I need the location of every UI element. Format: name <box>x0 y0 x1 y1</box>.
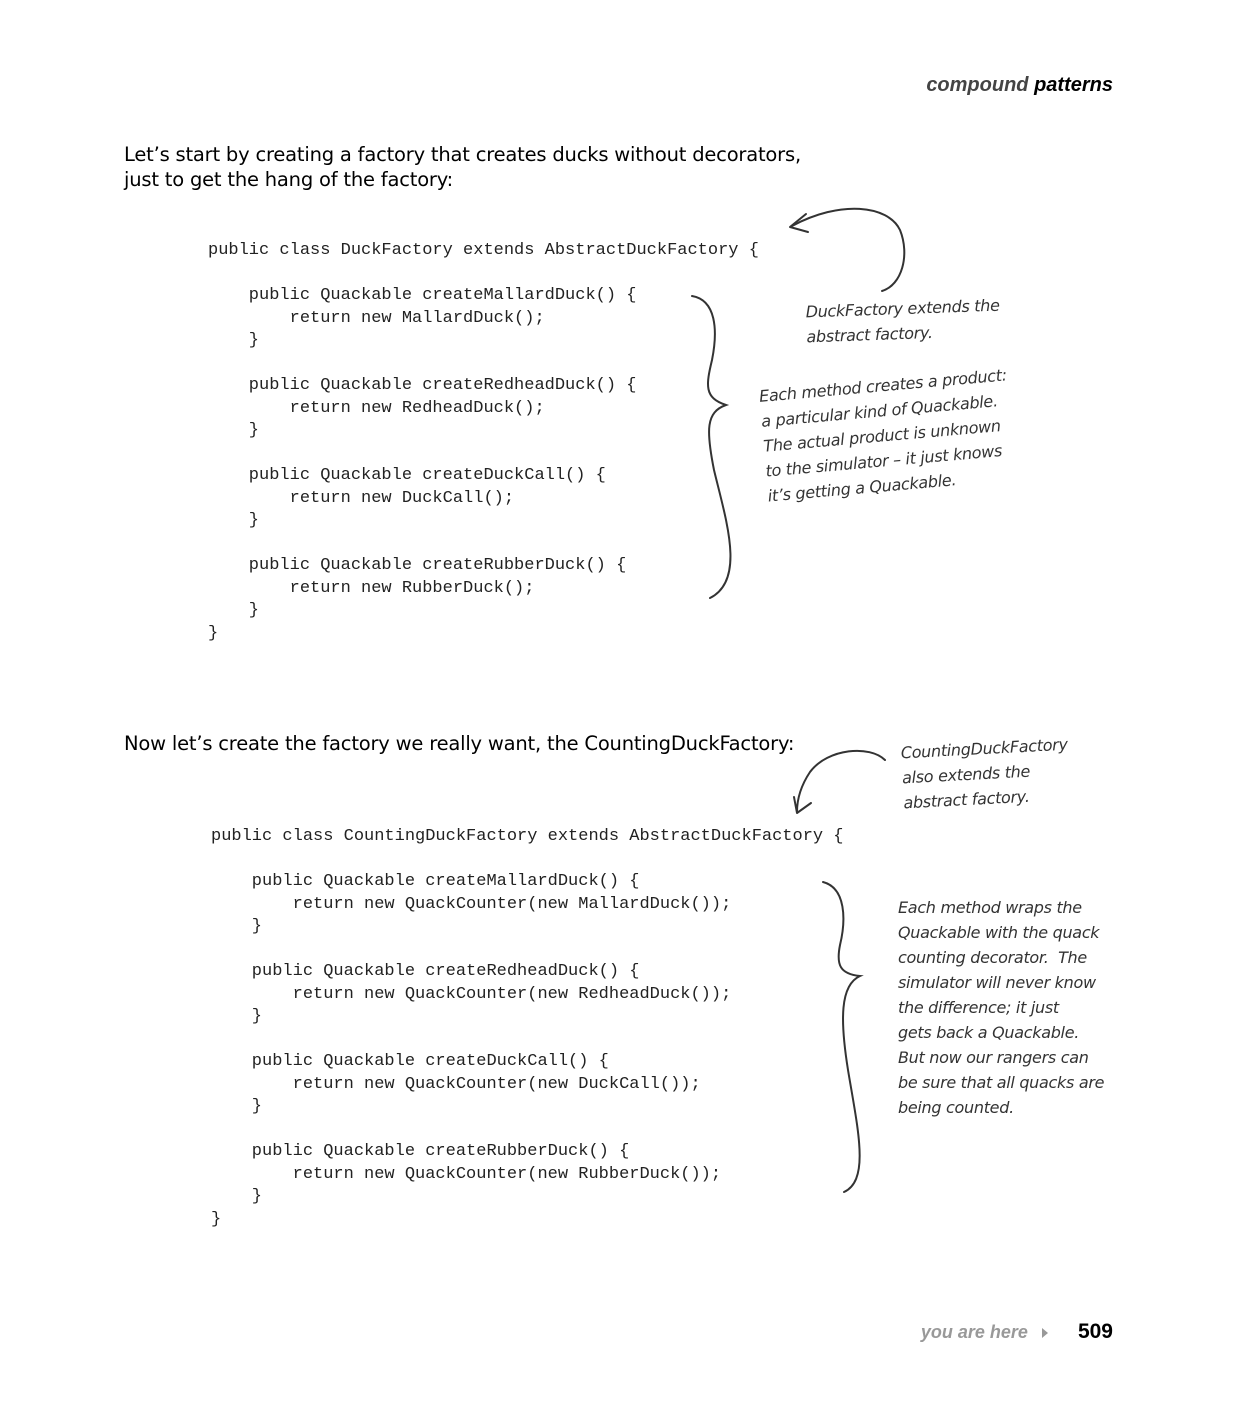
curved-arrow-icon <box>797 751 885 812</box>
arrowhead-icon <box>794 797 811 813</box>
intro-counting-duck-factory: Now let’s create the factory we really want, the CountingDuckFactory: <box>124 732 795 755</box>
triangle-right-icon <box>1042 1328 1048 1338</box>
page-number: 509 <box>1077 1320 1113 1343</box>
arrowhead-icon <box>790 214 808 232</box>
note-each-method-wraps: Each method wraps the Quackable with the quack counting decorator. The simulator will never know the difference; it just gets back a Quackable. But now our rangers can be sure that all quacks are being counted. <box>898 898 1105 1117</box>
note-duckfactory-extends: DuckFactory extends the abstract factory. <box>805 295 1000 347</box>
curved-arrow-icon <box>792 209 904 291</box>
intro-line-2: just to get the hang of the factory: <box>124 168 454 191</box>
note-each-method-creates: Each method creates a product: a particular kind of Quackable. The actual product is unknown to the simulator – it just knows it’s getting a Quackable. <box>758 365 1008 506</box>
header-word-patterns: patterns <box>1034 74 1113 96</box>
page-footer <box>921 1320 1113 1344</box>
note-countingduckfactory-extends: CountingDuckFactory also extends the abstract factory. <box>900 734 1069 813</box>
intro-line-1: Let’s start by creating a factory that creates ducks without decorators, <box>124 143 801 166</box>
you-are-here-label: you are here <box>920 1322 1028 1342</box>
code-counting-duck-factory: public class CountingDuckFactory extends AbstractDuckFactory { public Quackable createMallardDuck() { return new QuackCounter(new MallardDuck()); } public Quackable createRedheadDuck() { return new QuackCounter(new RedheadDuck()); } public Quackable createDuckCall() { return new QuackCounter(new DuckCall()); } public Quackable createRubberDuck() { return new QuackCounter(new RubberDuck()); } } <box>211 827 844 1229</box>
header-word-compound: compound <box>926 74 1029 96</box>
intro-duck-factory <box>124 142 801 192</box>
running-header <box>926 74 1113 97</box>
code-duck-factory: public class DuckFactory extends AbstractDuckFactory { public Quackable createMallardDuck() { return new MallardDuck(); } public Quackable createRedheadDuck() { return new RedheadDuck(); } public Quackable createDuckCall() { return new DuckCall(); } public Quackable createRubberDuck() { return new RubberDuck(); } } <box>208 241 759 643</box>
